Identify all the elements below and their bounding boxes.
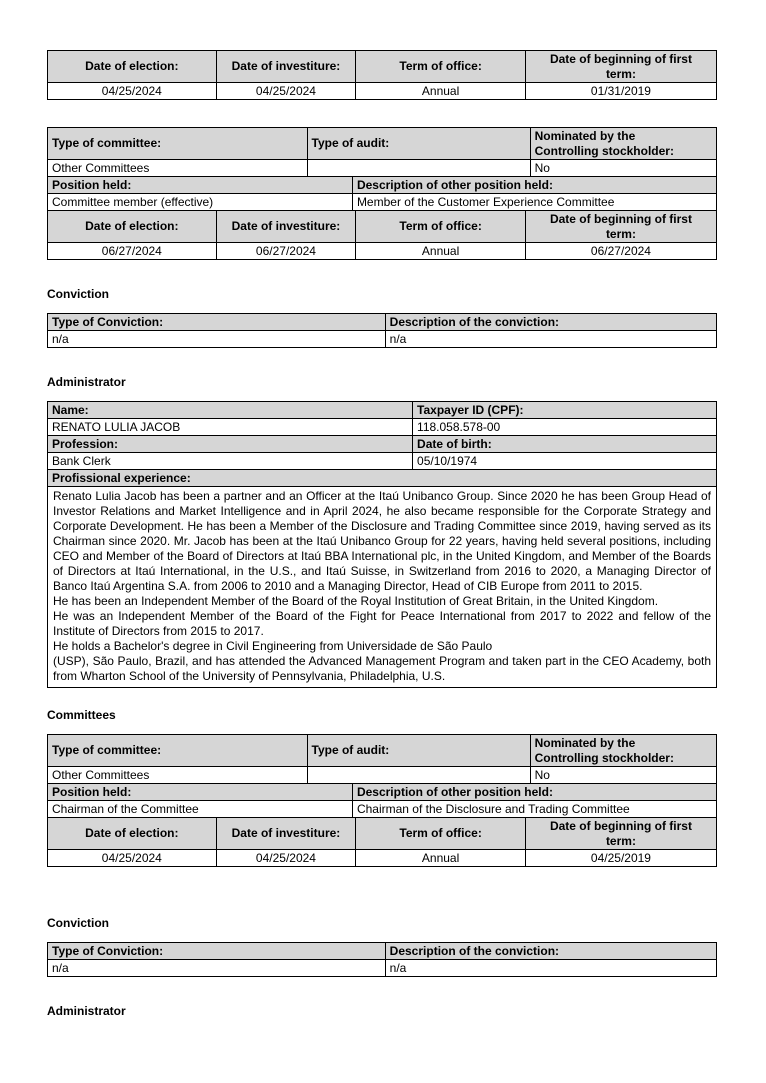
profession-header: Profession: — [48, 436, 412, 452]
nominated-header-label: Nominated by the Controlling stockholder: — [534, 735, 674, 765]
conviction-table-1 — [47, 313, 717, 348]
term-of-office-header: Term of office: — [355, 51, 525, 82]
date-of-investiture-header: Date of investiture: — [216, 51, 356, 82]
conviction-table-2 — [47, 942, 717, 977]
nominated-value: No — [530, 160, 716, 176]
date-of-investiture-header: Date of investiture: — [216, 211, 356, 242]
date-of-beginning-value: 04/25/2019 — [525, 850, 716, 866]
term-of-office-value: Annual — [355, 83, 525, 99]
type-of-conviction-value: n/a — [52, 331, 69, 346]
taxpayer-id-value: 118.058.578-00 — [412, 419, 716, 435]
position-held-header: Position held: — [48, 784, 352, 800]
description-other-position-header: Description of other position held: — [352, 784, 716, 800]
date-of-investiture-header: Date of investiture: — [216, 818, 356, 849]
administrator-heading: Administrator — [47, 375, 126, 389]
description-conviction-header: Description of the conviction: — [385, 943, 716, 959]
term-of-office-header: Term of office: — [355, 211, 525, 242]
description-conviction-value: n/a — [385, 331, 716, 347]
type-of-audit-value — [307, 160, 530, 176]
experience-paragraph: He was an Independent Member of the Board of the Fight for Peace International from 2017 to 2022 and fellow of the Institute of Directors from 2015 to 2017. — [53, 609, 711, 638]
nominated-header-label: Nominated by the Controlling stockholder: — [534, 128, 674, 158]
type-of-committee-value: Other Committees — [52, 160, 150, 175]
position-held-value: Committee member (effective) — [52, 194, 214, 209]
profession-value: Bank Clerk — [52, 453, 111, 468]
committee-table-1 — [47, 127, 717, 260]
nominated-header — [530, 735, 716, 766]
experience-paragraph: (USP), São Paulo, Brazil, and has attended the Advanced Management Program and taken part in the CEO Academy, both from Wharton School of the University of Pennsylvania, Philadelphia, U.S. — [53, 654, 711, 683]
date-of-beginning-header — [525, 211, 716, 242]
date-of-beginning-header — [525, 51, 716, 82]
nominated-value: No — [530, 767, 716, 783]
type-of-audit-header: Type of audit: — [307, 128, 530, 159]
date-of-beginning-header-label: Date of beginning of first term: — [549, 818, 692, 848]
description-other-position-header: Description of other position held: — [352, 177, 716, 193]
nominated-header — [530, 128, 716, 159]
professional-experience-text — [48, 487, 716, 687]
date-of-election-value: 04/25/2024 — [101, 83, 162, 98]
type-of-audit-value — [307, 767, 530, 783]
professional-experience-header: Profissional experience: — [48, 470, 716, 486]
date-of-election-header: Date of election: — [48, 51, 216, 82]
term-of-office-value: Annual — [355, 850, 525, 866]
administrator-table — [47, 401, 717, 688]
conviction-heading: Conviction — [47, 287, 109, 301]
term-table-top — [47, 50, 717, 100]
conviction-heading: Conviction — [47, 916, 109, 930]
position-held-header: Position held: — [48, 177, 352, 193]
date-of-beginning-header-label: Date of beginning of first term: — [549, 51, 692, 81]
type-of-committee-header: Type of committee: — [48, 128, 307, 159]
experience-paragraph: He has been an Independent Member of the Board of the Royal Institution of Great Britain, in the United Kingdom. — [53, 594, 659, 608]
experience-paragraph: He holds a Bachelor's degree in Civil Engineering from Universidade de São Paulo — [53, 639, 493, 653]
type-of-conviction-header: Type of Conviction: — [48, 314, 385, 330]
type-of-committee-header: Type of committee: — [48, 735, 307, 766]
description-other-position-value: Chairman of the Disclosure and Trading Committee — [352, 801, 716, 817]
date-of-election-header: Date of election: — [48, 818, 216, 849]
committees-heading: Committees — [47, 708, 116, 722]
date-of-beginning-header-label: Date of beginning of first term: — [549, 211, 692, 241]
date-of-election-value: 04/25/2024 — [101, 850, 162, 865]
date-of-birth-value: 05/10/1974 — [412, 453, 716, 469]
taxpayer-id-header: Taxpayer ID (CPF): — [412, 402, 716, 418]
date-of-birth-header: Date of birth: — [412, 436, 716, 452]
date-of-investiture-value: 04/25/2024 — [216, 850, 356, 866]
date-of-investiture-value: 06/27/2024 — [216, 243, 356, 259]
date-of-investiture-value: 04/25/2024 — [216, 83, 356, 99]
type-of-conviction-value: n/a — [52, 960, 69, 975]
date-of-election-value: 06/27/2024 — [101, 243, 162, 258]
date-of-beginning-value: 06/27/2024 — [525, 243, 716, 259]
date-of-beginning-value: 01/31/2019 — [525, 83, 716, 99]
type-of-conviction-header: Type of Conviction: — [48, 943, 385, 959]
date-of-election-header: Date of election: — [48, 211, 216, 242]
position-held-value: Chairman of the Committee — [52, 801, 199, 816]
description-other-position-value: Member of the Customer Experience Committee — [352, 194, 716, 210]
date-of-beginning-header — [525, 818, 716, 849]
type-of-audit-header: Type of audit: — [307, 735, 530, 766]
administrator-heading: Administrator — [47, 1004, 126, 1018]
committee-table-2 — [47, 734, 717, 867]
name-header: Name: — [48, 402, 412, 418]
description-conviction-value: n/a — [385, 960, 716, 976]
experience-paragraph: Renato Lulia Jacob has been a partner and an Officer at the Itaú Unibanco Group. Since 2020 he has been Group Head of Investor Relations and Market Intelligence and in April 2024, he also became responsible for the Corporate Strategy and Corporate Development. He has been a Member of the Disclosure and Trading Committee since 2019, having served as its Chairman since 2020. Mr. Jacob has been at the Itaú Unibanco Group for 22 years, having held several positions, including CEO and Member of the Board of Directors at Itaú BBA International plc, in the United Kingdom, and Member of the Boards of Directors at Itaú International, in the U.S., and Itaú Suisse, in Switzerland from 2016 to 2020, a Managing Director of Banco Itaú Argentina S.A. from 2006 to 2010 and a Managing Director, Head of CIB Europe from 2011 to 2015. — [53, 489, 711, 593]
description-conviction-header: Description of the conviction: — [385, 314, 716, 330]
type-of-committee-value: Other Committees — [52, 767, 150, 782]
term-of-office-header: Term of office: — [355, 818, 525, 849]
term-of-office-value: Annual — [355, 243, 525, 259]
name-value: RENATO LULIA JACOB — [52, 419, 181, 434]
